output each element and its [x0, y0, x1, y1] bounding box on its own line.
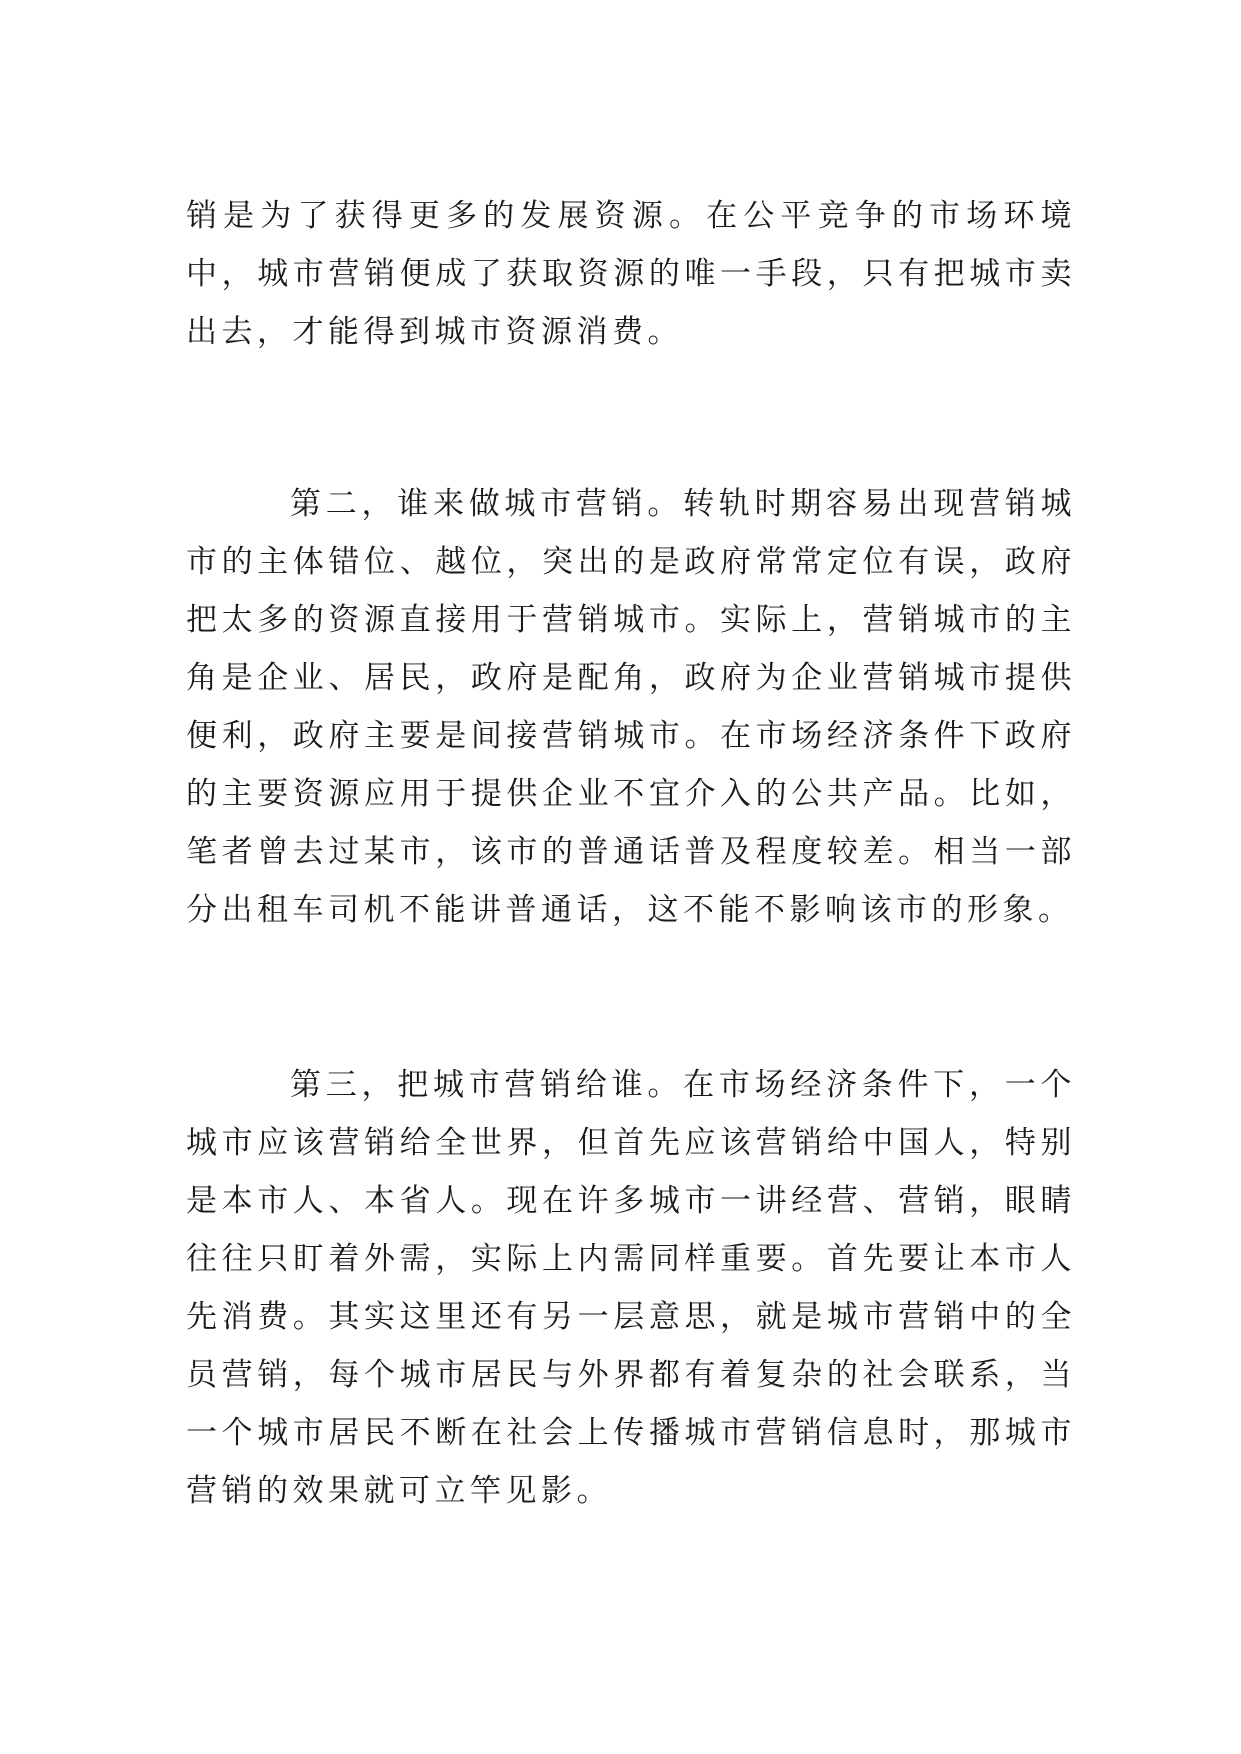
paragraph-third-point: 第三，把城市营销给谁。在市场经济条件下，一个城市应该营销给全世界，但首先应该营销给中国人，特别是本市人、本省人。现在许多城市一讲经营、营销，眼睛往往只盯着外需，实际上内需同样重要。首先要让本市人先消费。其实这里还有另一层意思，就是城市营销中的全员营销，每个城市居民与外界都有着复杂的社会联系，当一个城市居民不断在社会上传播城市营销信息时，那城市营销的效果就可立竿见影。: [186, 1067, 1076, 1509]
paragraph-second-point: 第二，谁来做城市营销。转轨时期容易出现营销城市的主体错位、越位，突出的是政府常常定位有误，政府把太多的资源直接用于营销城市。实际上，营销城市的主角是企业、居民，政府是配角，政府为企业营销城市提供便利，政府主要是间接营销城市。在市场经济条件下政府的主要资源应用于提供企业不宜介入的公共产品。比如，笔者曾去过某市，该市的普通话普及程度较差。相当一部分出租车司机不能讲普通话，这不能不影响该市的形象。: [186, 486, 1076, 928]
paragraph-continuation: 销是为了获得更多的发展资源。在公平竞争的市场环境中，城市营销便成了获取资源的唯一手段，只有把城市卖出去，才能得到城市资源消费。: [186, 198, 1076, 350]
